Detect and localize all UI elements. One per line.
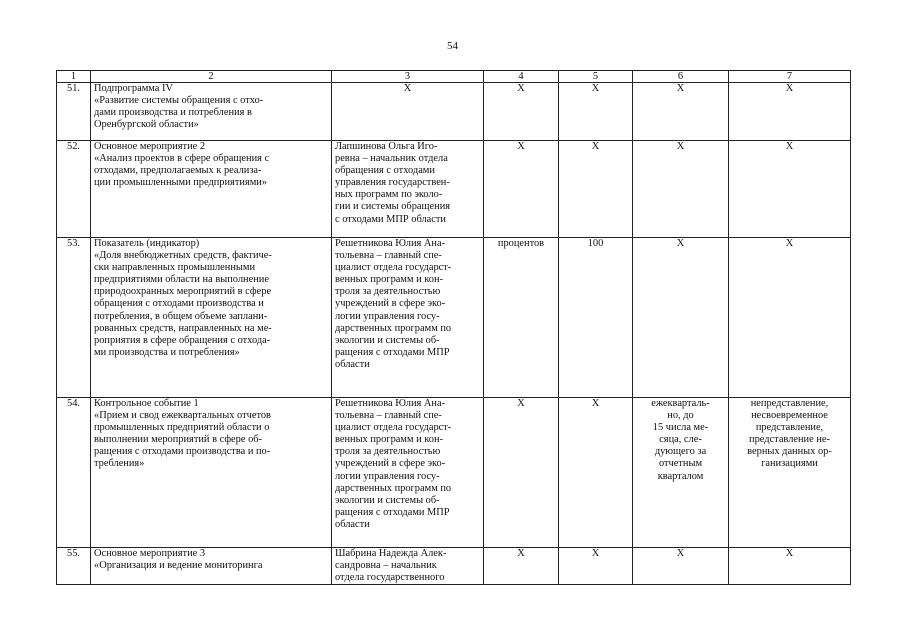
unit: процентов — [484, 238, 559, 398]
responsible: Лапшинова Ольга Иго- ревна – начальник отдела обращения с отходами управления государствен- ных программ по эколо- гии и системы обращения с отходами МПР области — [332, 141, 484, 238]
risk: Х — [729, 141, 851, 238]
risk: Х — [729, 238, 851, 398]
item-name: Контрольное событие 1 «Прием и свод ежеквартальных отчетов промышленных предприятий области о выполнении мероприятий в сфере об- ращения с отходами производства и по- требления» — [91, 398, 332, 548]
deadline: Х — [633, 548, 729, 585]
target-value: 100 — [559, 238, 633, 398]
deadline: Х — [633, 83, 729, 141]
unit: Х — [484, 548, 559, 585]
unit: Х — [484, 83, 559, 141]
risk: Х — [729, 548, 851, 585]
responsible: Решетникова Юлия Ана- тольевна – главный спе- циалист отдела государст- венных программ и кон- троля за деятельностью учреждений в сфере эко- логии управления госу- дарственных программ по экологии и системы об- ращения с отходами МПР области — [332, 398, 484, 548]
row-number: 51. — [57, 83, 91, 141]
responsible: Решетникова Юлия Ана- тольевна – главный спе- циалист отдела государст- венных программ и кон- троля за деятельностью учреждений в сфере эко- логии управления госу- дарственных программ по экологии и системы об- ращения с отходами МПР области — [332, 238, 484, 398]
header-row — [57, 71, 851, 83]
row-number: 54. — [57, 398, 91, 548]
column-header: 7 — [729, 71, 851, 83]
target-value: Х — [559, 141, 633, 238]
risk: Х — [729, 83, 851, 141]
deadline: Х — [633, 141, 729, 238]
column-header: 2 — [91, 71, 332, 83]
table-row — [57, 141, 851, 238]
unit: Х — [484, 398, 559, 548]
target-value: Х — [559, 548, 633, 585]
item-name: Основное мероприятие 2 «Анализ проектов в сфере обращения с отходами, предполагаемых к реализа- ции промышленными предприятиями» — [91, 141, 332, 238]
program-table — [56, 70, 851, 585]
table-row — [57, 398, 851, 548]
table-row — [57, 83, 851, 141]
column-header: 1 — [57, 71, 91, 83]
page-number: 54 — [447, 40, 458, 52]
target-value: Х — [559, 83, 633, 141]
column-header: 4 — [484, 71, 559, 83]
responsible: Х — [332, 83, 484, 141]
row-number: 53. — [57, 238, 91, 398]
item-name: Основное мероприятие 3 «Организация и ведение мониторинга — [91, 548, 332, 585]
item-name: Показатель (индикатор) «Доля внебюджетных средств, фактиче- ски направленных промышленными предприятиями области на выполнение природоохранных мероприятий в сфере обращения с отходами производства и потребления, в общем объеме заплани- рованных средств, направленных на ме- роприятия в сфере обращения с отхода- ми производства и потребления» — [91, 238, 332, 398]
table-row — [57, 548, 851, 585]
table-row — [57, 238, 851, 398]
column-header: 6 — [633, 71, 729, 83]
item-name: Подпрограмма IV «Развитие системы обращения с отхо- дами производства и потребления в Оренбургской области» — [91, 83, 332, 141]
target-value: Х — [559, 398, 633, 548]
column-header: 5 — [559, 71, 633, 83]
row-number: 52. — [57, 141, 91, 238]
deadline: Х — [633, 238, 729, 398]
row-number: 55. — [57, 548, 91, 585]
responsible: Шабрина Надежда Алек- сандровна – начальник отдела государственного — [332, 548, 484, 585]
column-header: 3 — [332, 71, 484, 83]
risk: непредставление, несвоевременное представление, представление не- верных данных ор- ганизациями — [729, 398, 851, 548]
deadline: ежекварталь- но, до 15 числа ме- сяца, сле- дующего за отчетным кварталом — [633, 398, 729, 548]
unit: Х — [484, 141, 559, 238]
